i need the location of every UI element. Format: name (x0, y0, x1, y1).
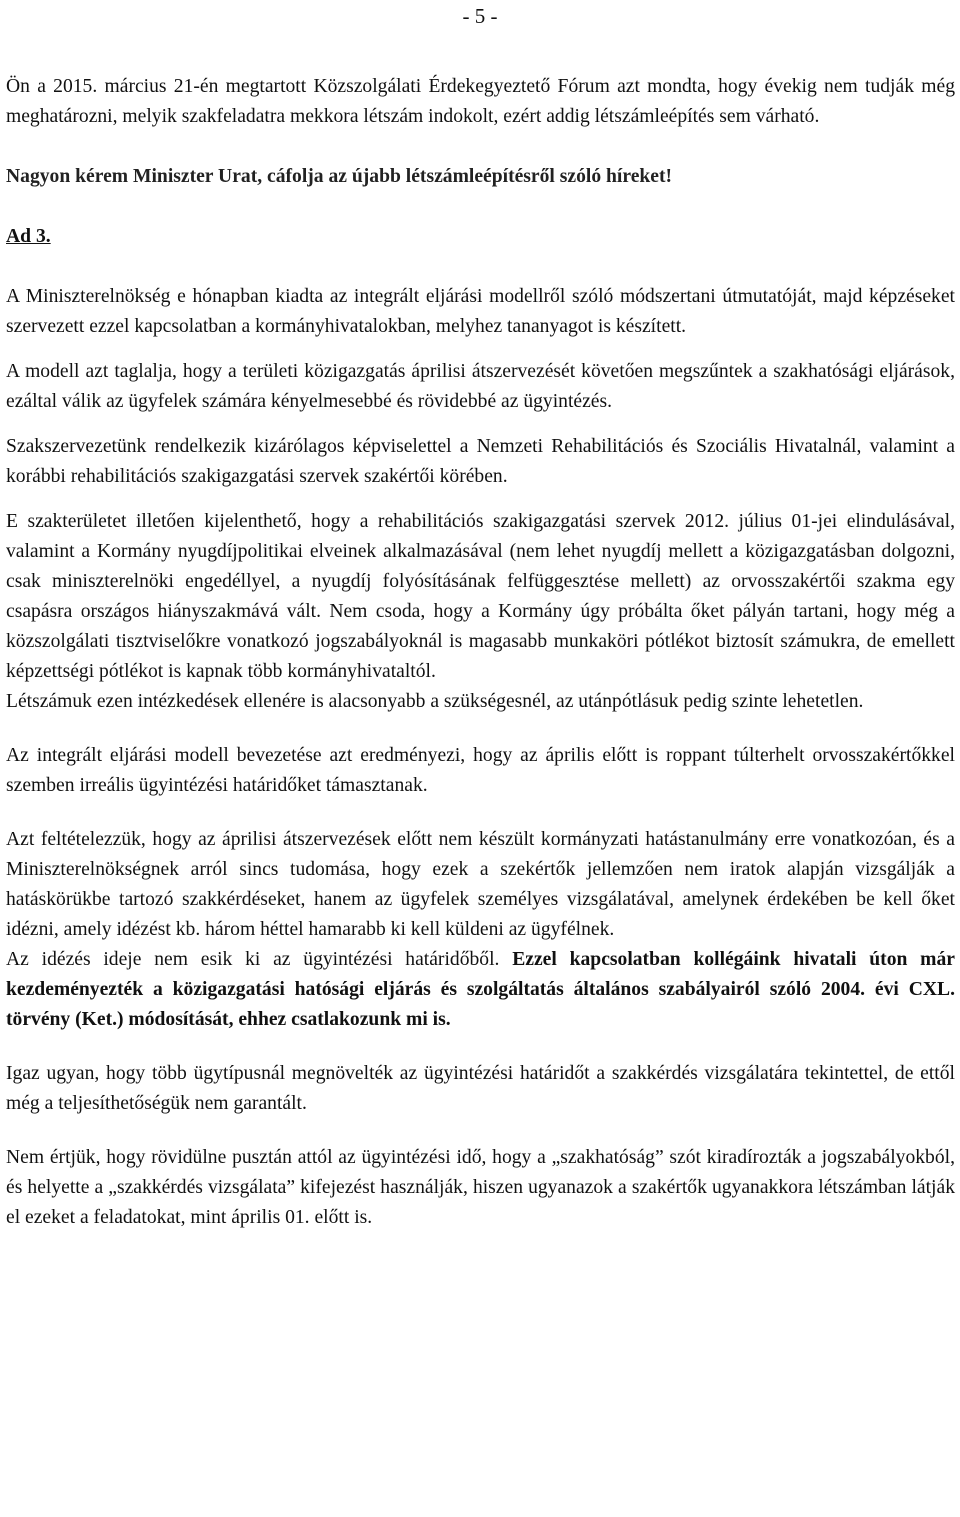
paragraph-integrated-model: Az integrált eljárási modell bevezetése azt eredményezi, hogy az április előtt is roppant túlterhelt orvosszakértőkkel szemben irreális ügyintézési határidőket támasztanak. (6, 745, 955, 796)
paragraph-forum-statement: Ön a 2015. március 21-én megtartott Közszolgálati Érdekegyeztető Fórum azt mondta, hogy évekig nem tudják még meghatározni, melyik szakfeladatra mekkora létszám indokolt, ezért addig létszámleépítés sem várható. (6, 76, 955, 127)
paragraph-summons (6, 945, 955, 1035)
section-heading: Ad 3. (6, 226, 51, 247)
document-body (6, 72, 955, 1233)
summons-bold-text: Ezzel kapcsolatban kollégáink hivatali úton már kezdeményezték a közigazgatási hatósági eljárás és szolgáltatás általános szabályairól szóló 2004. évi CXL. törvény (Ket.) módosítását, ehhez csatlakozunk mi is. (6, 949, 955, 1030)
paragraph-conclusion: Nem értjük, hogy rövidülne pusztán attól az ügyintézési idő, hogy a „szakhatóság” szót kiradírozták a jogszabályokból, és helyette a „szakkérdés vizsgálata” kifejezést használják, hiszen ugyanazok a szakértők ugyanakkora létszámban látják el ezeket a feladatokat, mint április 01. előtt is. (6, 1147, 955, 1228)
paragraph-union: Szakszervezetünk rendelkezik kizárólagos képviselettel a Nemzeti Rehabilitációs és Szociális Hivatalnál, valamint a korábbi rehabilitációs szakigazgatási szervek szakértői körében. (6, 436, 955, 487)
paragraph-model: A modell azt taglalja, hogy a területi közigazgatás áprilisi átszervezését követően megszűntek a szakhatósági eljárások, ezáltal válik az ügyfelek számára kényelmesebbé és rövidebbé az ügyintézés. (6, 361, 955, 412)
paragraph-assumption: Azt feltételezzük, hogy az áprilisi átszervezések előtt nem készült kormányzati hatástanulmány erre vonatkozóan, és a Miniszterelnökségnek arról sincs tudomása, hogy ezek a szekértők jellemzően nem iratok alapján vizsgálják a hatáskörükbe tartozó szakkérdéseket, hanem az ügyfelek személyes vizsgálatával, amelynek érdekében be kell őket idézni, amely idézést kb. három héttel hamarabb ki kell küldeni az ügyfélnek. (6, 829, 955, 940)
summons-text: Az idézés ideje nem esik ki az ügyintézési határidőből. (6, 949, 513, 970)
paragraph-field: E szakterületet illetően kijelenthető, hogy a rehabilitációs szakigazgatási szervek 2012. július 01-jei elindulásával, valamint a Kormány nyugdíjpolitikai elveinek alkalmazásával (nem lehet nyugdíj mellett a közigazgatásban dolgozni, csak miniszterelnöki engedéllyel, a nyugdíj folyósításának felfüggesztése mellett) az orvosszakértői szakma egy csapásra országos hiányszakmává vált. Nem csoda, hogy a Kormány úgy próbálta őket pályán tartani, hogy még a közszolgálati tisztviselőkre vonatkozó jogszabályoknál is magasabb munkaköri pótlékot biztosít számukra, de emellett képzettségi pótlékot is kapnak több kormányhivataltól. (6, 511, 955, 682)
paragraph-deadline: Igaz ugyan, hogy több ügytípusnál megnövelték az ügyintézési határidőt a szakkérdés vizsgálatára tekintettel, de ettől még a teljesíthetőségük nem garantált. (6, 1063, 955, 1114)
page-number: - 5 - (462, 4, 498, 28)
paragraph-headcount: Létszámuk ezen intézkedések ellenére is alacsonyabb a szükségesnél, az utánpótlásuk pedig szinte lehetetlen. (6, 691, 864, 712)
paragraph-request: Nagyon kérem Miniszter Urat, cáfolja az újabb létszámleépítésről szóló híreket! (6, 166, 673, 187)
paragraph-guide: A Miniszterelnökség e hónapban kiadta az integrált eljárási modellről szóló módszertani útmutatóját, majd képzéseket szervezett ezzel kapcsolatban a kormányhivatalokban, melyhez tananyagot is készített. (6, 286, 955, 337)
